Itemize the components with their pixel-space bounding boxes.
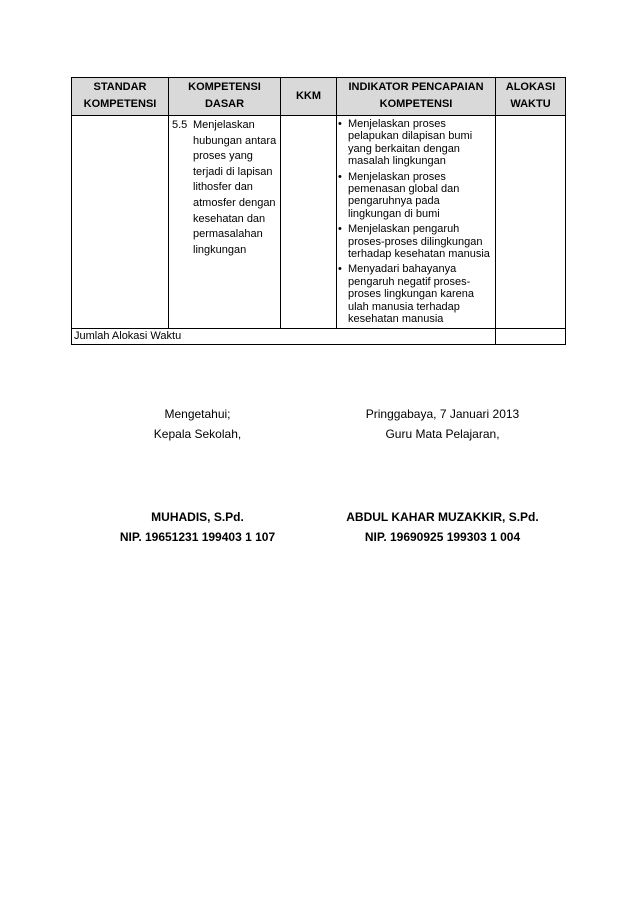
- header-indikator: INDIKATOR PENCAPAIAN KOMPETENSI: [337, 78, 496, 116]
- signature-left-nip: NIP. 19651231 199403 1 107: [119, 530, 276, 544]
- cell-indikator: [337, 116, 496, 329]
- signature-right-line1: Pringgabaya, 7 Januari 2013: [365, 407, 520, 421]
- signature-right-nip: NIP. 19690925 199303 1 004: [364, 530, 521, 544]
- cell-standar-kompetensi: [72, 116, 169, 329]
- signature-left-name: MUHADIS, S.Pd.: [151, 510, 244, 524]
- cell-kkm: [281, 116, 337, 329]
- table-row: [72, 116, 566, 329]
- indikator-text: Menjelaskan proses pemenasan global dan pengaruhnya pada lingkungan di bumi: [348, 170, 460, 220]
- signature-left: [95, 404, 300, 547]
- signature-right-line2: Guru Mata Pelajaran,: [385, 427, 500, 441]
- indikator-text: Menjelaskan pengaruh proses-proses dilingkungan terhadap kesehatan manusia: [348, 223, 490, 261]
- indikator-list: [338, 118, 493, 326]
- list-item: [338, 223, 493, 260]
- list-item: [338, 263, 493, 325]
- header-kompetensi-dasar: KOMPETENSI DASAR: [169, 78, 281, 116]
- indikator-text: Menyadari bahayanya pengaruh negatif proses-proses lingkungan karena ulah manusia terhadap kesehatan manusia: [348, 263, 474, 326]
- bullet-icon: •: [338, 118, 342, 130]
- total-label: Jumlah Alokasi Waktu: [72, 328, 496, 344]
- table-header-row: [72, 78, 566, 116]
- signature-right-name: ABDUL KAHAR MUZAKKIR, S.Pd.: [346, 510, 539, 524]
- bullet-icon: •: [338, 170, 342, 183]
- cell-alokasi-waktu: [496, 116, 566, 329]
- total-row: [72, 328, 566, 344]
- kompetensi-dasar-number: 5.5: [172, 119, 188, 131]
- cell-kompetensi-dasar: [169, 116, 281, 329]
- syllabus-table: [71, 77, 566, 345]
- header-alokasi-waktu: ALOKASI WAKTU: [496, 78, 566, 116]
- bullet-icon: •: [338, 223, 342, 236]
- header-kkm: KKM: [281, 78, 337, 116]
- bullet-icon: •: [338, 263, 342, 276]
- header-standar-kompetensi: STANDAR KOMPETENSI: [72, 78, 169, 116]
- signature-right: [340, 404, 545, 547]
- list-item: [338, 118, 493, 168]
- signature-left-line2: Kepala Sekolah,: [153, 427, 242, 441]
- list-item: [338, 171, 493, 221]
- total-value: [496, 328, 566, 344]
- kompetensi-dasar-text: Menjelaskan hubungan antara proses yang terjadi di lapisan lithosfer dan atmosfer dengan kesehatan dan permasalahan lingkungan: [193, 119, 277, 256]
- indikator-text: Menjelaskan proses pelapukan dilapisan bumi yang berkaitan dengan masalah lingkungan: [348, 118, 473, 168]
- signature-left-line1: Mengetahui;: [164, 407, 231, 421]
